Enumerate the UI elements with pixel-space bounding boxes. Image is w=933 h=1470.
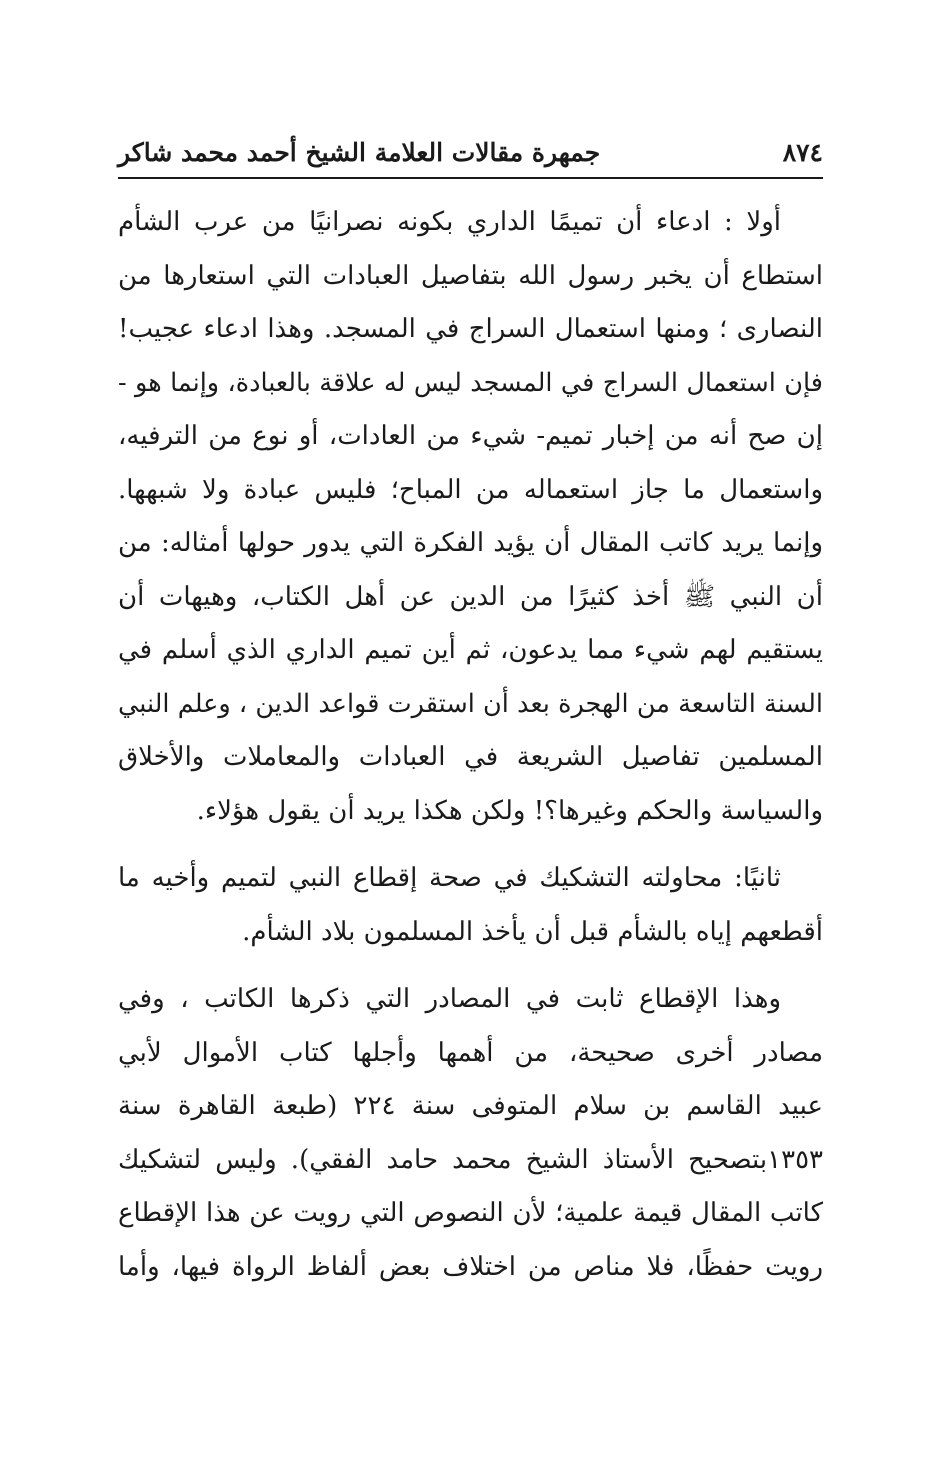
page-number: ٨٧٤	[782, 138, 823, 167]
text-line: وإنما يريد كاتب المقال أن يؤيد الفكرة التي يدور حولها أمثاله: من	[118, 528, 823, 558]
text-line: السنة التاسعة من الهجرة بعد أن استقرت قواعد الدين ، وعلم النبي	[118, 688, 823, 719]
text-line: رويت حفظًا، فلا مناص من اختلاف بعض ألفاظ الرواة فيها، وأما	[118, 1251, 823, 1282]
paragraph-iqta-evidence	[118, 973, 823, 1294]
paragraph-second-point	[118, 852, 823, 959]
text-line: مصادر أخرى صحيحة، من أهمها وأجلها كتاب الأموال لأبي	[118, 1037, 823, 1068]
text-line: ثانيًا: محاولته التشكيك في صحة إقطاع النبي لتميم وأخيه ما	[118, 863, 781, 893]
text-line: يستقيم لهم شيء مما يدعون، ثم أين تميم الداري الذي أسلم في	[118, 635, 823, 665]
text-line: أقطعهم إياه بالشأم قبل أن يأخذ المسلمون بلاد الشأم.	[242, 916, 823, 947]
header-divider	[118, 177, 823, 179]
book-page	[118, 0, 823, 1470]
text-line: والسياسة والحكم وغيرها؟! ولكن هكذا يريد أن يقول هؤلاء.	[196, 795, 823, 826]
body-text	[118, 196, 823, 1294]
book-title: جمهرة مقالات العلامة الشيخ أحمد محمد شاكر	[118, 138, 601, 167]
text-line: وهذا الإقطاع ثابت في المصادر التي ذكرها الكاتب ، وفي	[118, 984, 781, 1014]
text-line: أولا : ادعاء أن تميمًا الداري بكونه نصرانيًا من عرب الشأم	[118, 207, 781, 237]
text-line: أن النبي ﷺ أخذ كثيرًا من الدين عن أهل الكتاب، وهيهات أن	[118, 581, 823, 612]
text-line: النصارى ؛ ومنها استعمال السراج في المسجد. وهذا ادعاء عجيب!	[118, 314, 823, 344]
text-line: المسلمين تفاصيل الشريعة في العبادات والمعاملات والأخلاق	[118, 742, 823, 772]
text-line: فإن استعمال السراج في المسجد ليس له علاقة بالعبادة، وإنما هو -	[118, 367, 823, 398]
paragraph-first-point	[118, 196, 823, 838]
text-line: ١٣٥٣بتصحيح الأستاذ الشيخ محمد حامد الفقي). وليس لتشكيك	[118, 1144, 823, 1175]
text-line: واستعمال ما جاز استعماله من المباح؛ فليس عبادة ولا شبهها.	[118, 474, 823, 505]
running-header	[118, 133, 823, 173]
text-line: كاتب المقال قيمة علمية؛ لأن النصوص التي رويت عن هذا الإقطاع	[118, 1198, 823, 1228]
text-line: عبيد القاسم بن سلام المتوفى سنة ٢٢٤ (طبعة القاهرة سنة	[118, 1091, 823, 1121]
text-line: استطاع أن يخبر رسول الله بتفاصيل العبادات التي استعارها من	[118, 260, 823, 291]
text-line: إن صح أنه من إخبار تميم- شيء من العادات، أو نوع من الترفيه،	[118, 421, 823, 451]
